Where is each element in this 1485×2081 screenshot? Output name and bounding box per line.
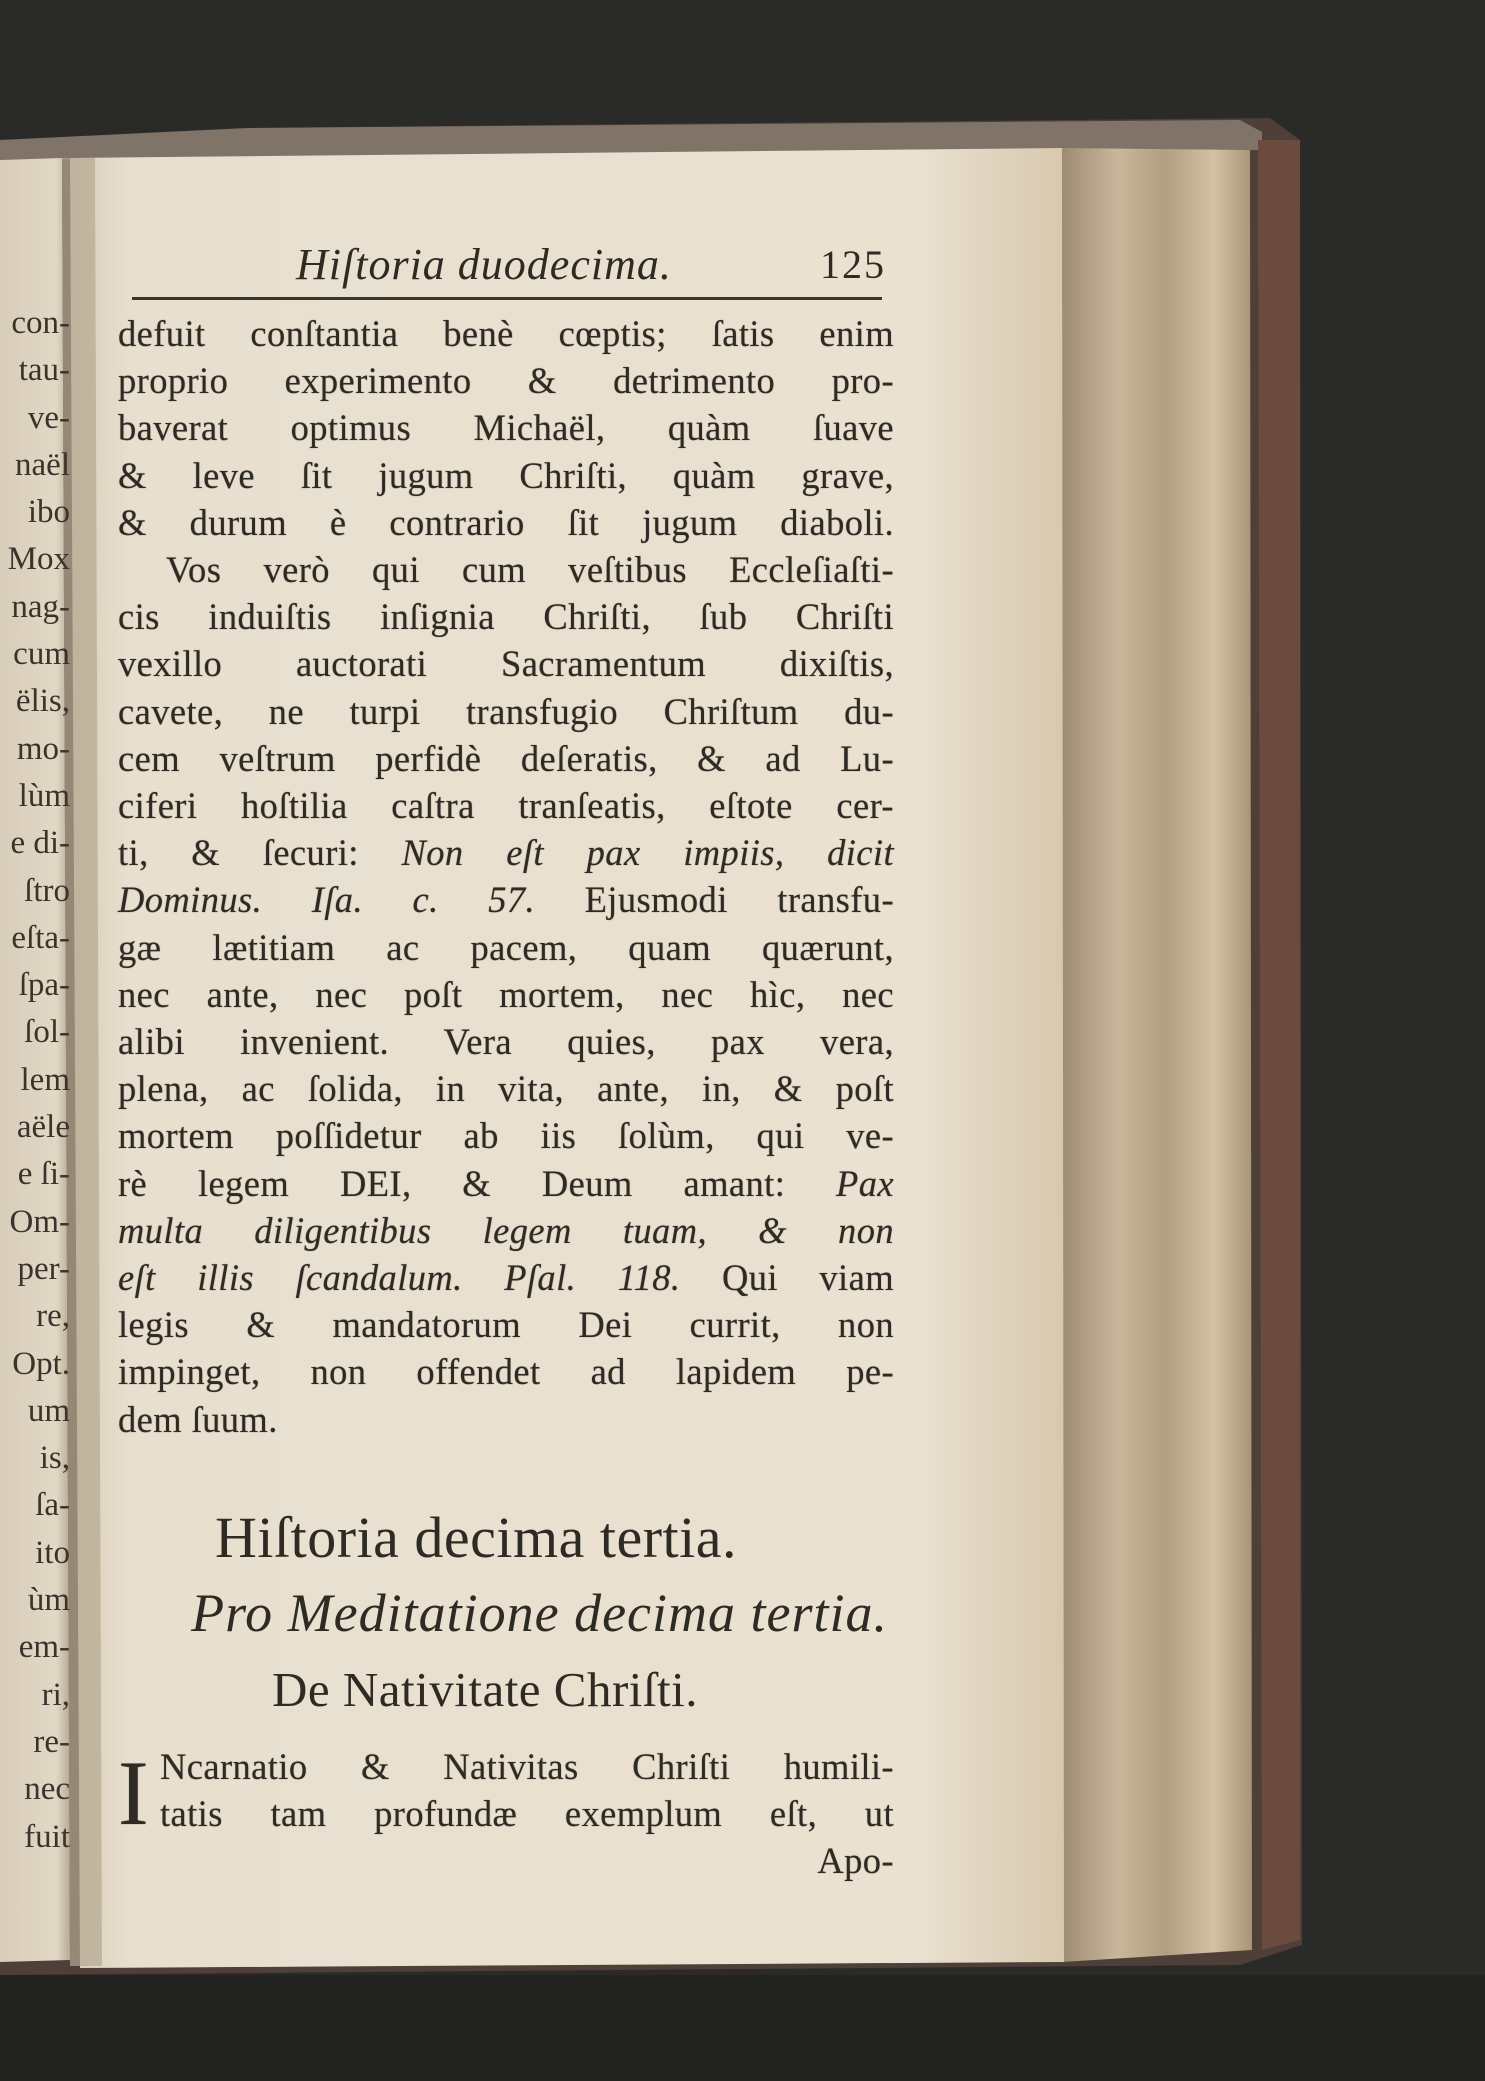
facing-page-fragment: Mox [7,541,70,578]
facing-page-fragment: fuit [24,1818,70,1855]
text-line: baverat optimus Michaël, quàm ſuave [118,407,894,449]
facing-page-fragment: e ſi- [17,1156,70,1193]
opening-paragraph [118,1743,894,1885]
section-subtitle: Pro Meditatione decima tertia. [191,1582,888,1643]
facing-page-fragment: ëlis, [15,683,70,720]
facing-page-fragment: tau- [18,352,70,389]
scripture-quote: Pax [836,1162,894,1204]
text-line: multa diligentibus legem tuam, & non [118,1209,894,1251]
facing-page-text [0,300,70,1861]
text-line: vexillo auctorati Sacramentum dixiſtis, [118,643,894,685]
facing-page-fragment: ùm [27,1582,70,1619]
facing-page-fragment: Om- [9,1203,70,1240]
facing-page-fragment: ſa- [35,1487,70,1524]
text-line [118,876,894,923]
text-line: plena, ac ſolida, in vita, ante, in, & poſt [118,1068,894,1110]
facing-page-fragment: ito [35,1534,70,1571]
table-surface [0,1975,1485,2081]
running-head [118,235,894,297]
text-line: Ncarnatio & Nativitas Chriſti humili- [160,1745,894,1787]
drop-cap: I [118,1741,150,1844]
text-line: legis & mandatorum Dei currit, non [118,1304,894,1346]
facing-page-fragment: per- [17,1250,70,1287]
text-line: defuit conſtantia benè cœptis; ſatis enim [118,313,894,354]
text-line: impinget, non offendet ad lapidem pe- [118,1351,894,1393]
text-line: cavete, ne turpi transfugio Chriſtum du- [118,690,894,732]
text-line [118,1254,894,1301]
text-segment: Ejusmodi transfu- [535,879,894,921]
text-line [118,1160,894,1207]
page-content [118,235,894,1884]
facing-page-fragment: ſpa- [18,967,70,1004]
text-line: mortem poſſidetur ab iis ſolùm, qui ve- [118,1115,894,1157]
text-line: & durum è contrario ſit jugum diaboli. [118,501,894,543]
text-line: cem veſtrum perfidè deſeratis, & ad Lu- [118,737,894,779]
facing-page-fragment: ve- [27,399,70,436]
section-title: Hiſtoria decima tertia. [214,1504,737,1570]
scripture-citation: eſt illis ſcandalum. Pſal. 118. [118,1257,681,1299]
text-segment: rè legem DEI, & Deum amant: [118,1162,786,1204]
facing-page-fragment: con- [11,305,70,341]
text-segment: Qui viam [680,1257,894,1299]
facing-page-fragment: lem [20,1061,70,1098]
text-line: cis induiſtis inſignia Chriſti, ſub Chriſti [118,596,894,638]
text-line: alibi invenient. Vera quies, pax vera, [118,1021,894,1063]
text-line: tatis tam profundæ exemplum eſt, ut [160,1793,894,1835]
paragraph-1 [118,310,894,546]
page-edges [1060,148,1252,1962]
head-rule [132,297,882,300]
facing-page-fragment: um [27,1392,70,1429]
facing-page-fragment: em- [18,1629,70,1666]
facing-page-fragment: ſtro [24,872,70,909]
facing-page-fragment: re- [33,1723,70,1760]
text-line: & leve ſit jugum Chriſti, quàm grave, [118,454,894,496]
facing-page-fragment: is, [39,1440,70,1477]
facing-page-fragment: lùm [18,777,70,814]
page-number: 125 [820,242,886,287]
text-line: nec ante, nec poſt mortem, nec hìc, nec [118,973,894,1015]
facing-page-fragment: e di- [10,825,70,862]
text-line [118,829,894,876]
text-line: dem ſuum. [118,1398,278,1440]
catchword: Apo- [817,1840,894,1882]
facing-page-fragment: cum [13,636,70,673]
facing-page-fragment: eſta- [11,919,70,956]
text-line: proprio experimento & detrimento pro- [118,360,894,402]
facing-page-fragment: re, [36,1298,70,1335]
section-topic: De Nativitate Chriſti. [271,1661,699,1717]
facing-page-fragment: nec [24,1771,70,1808]
facing-page-fragment: aële [16,1109,70,1146]
facing-page-fragment: ſol- [24,1014,70,1051]
facing-page-fragment: mo- [16,730,70,767]
text-line: gæ lætitiam ac pacem, quam quærunt, [118,926,894,968]
scripture-citation: Dominus. Iſa. c. 57. [118,879,536,921]
text-line: Vos verò qui cum veſtibus Eccleſiaſti- [166,549,894,591]
facing-page-fragment: naël [15,446,70,483]
facing-page-fragment: nag- [11,588,70,625]
running-head-title: Hiſtoria duodecima. [296,240,672,289]
text-segment: ti, & ſecuri: [118,832,359,874]
text-line: ciferi hoſtilia caſtra tranſeatis, eſtote cer- [118,785,894,827]
facing-page-fragment: Opt. [12,1345,70,1382]
facing-page-fragment: ibo [27,494,70,531]
cover-right-edge [1258,140,1300,1950]
paragraph-2 [118,546,894,1443]
scripture-quote: Non eſt pax impiis, dicit [401,832,894,874]
facing-page-fragment: ri, [41,1676,70,1713]
